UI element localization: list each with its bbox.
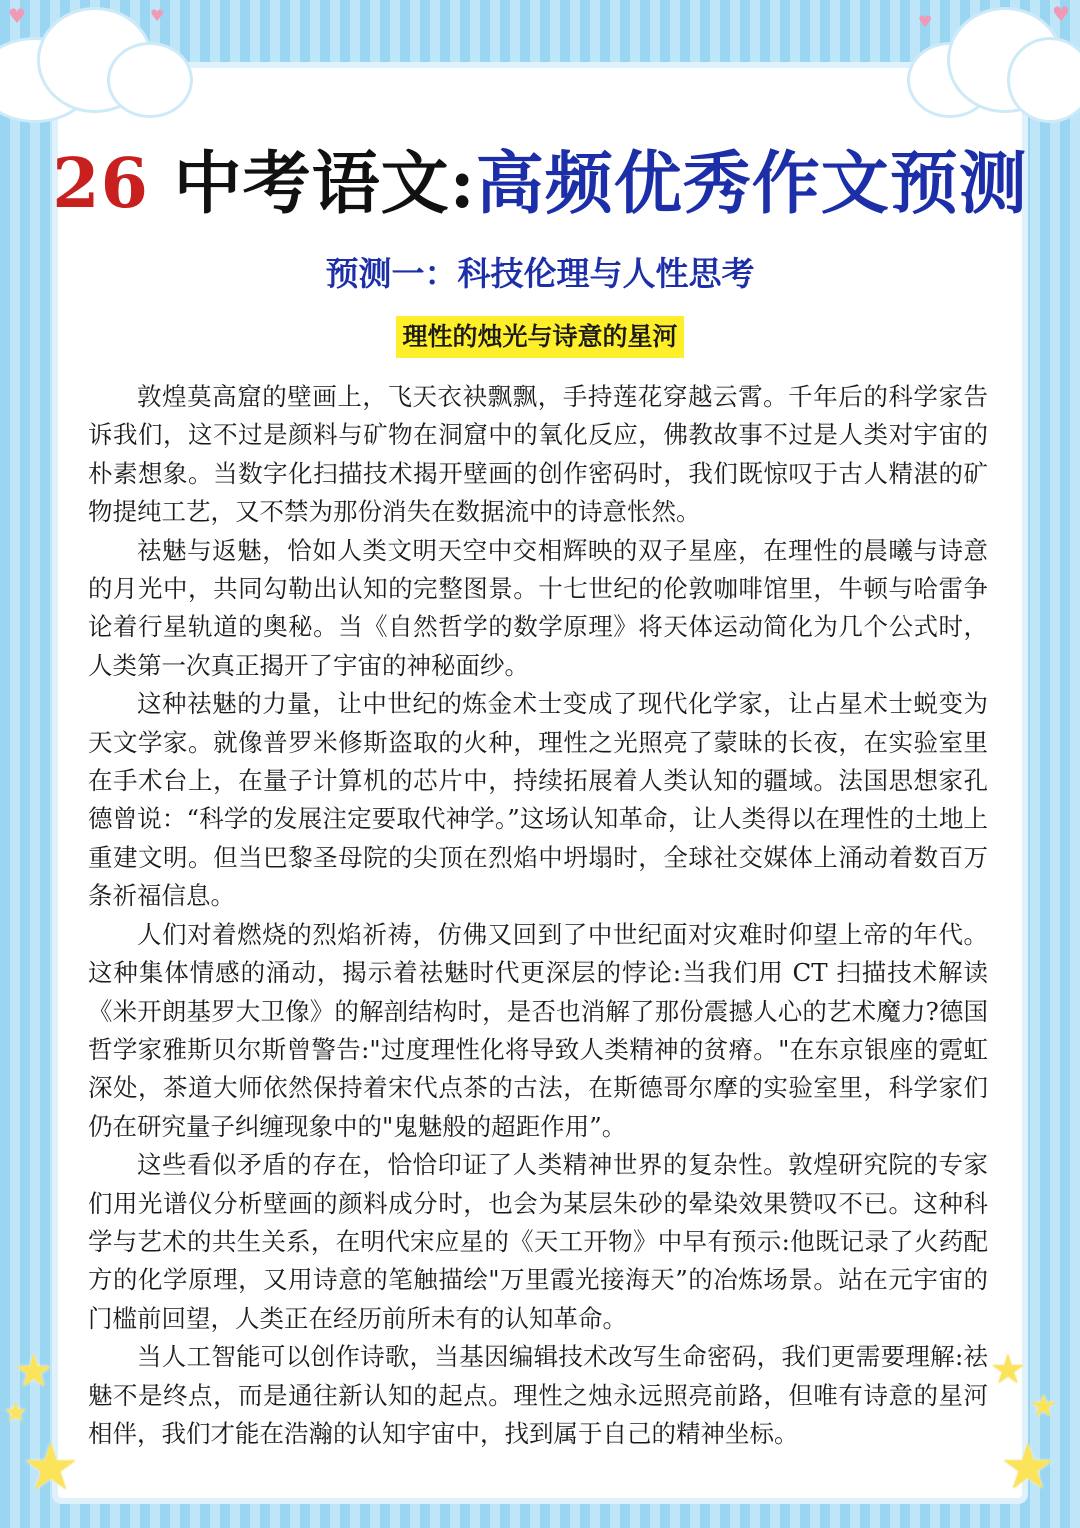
essay-paragraph: 这些看似矛盾的存在，恰恰印证了人类精神世界的复杂性。敦煌研究院的专家们用光谱仪分析壁画的颜料成分时，也会为某层朱砂的晕染效果赞叹不已。这种科学与艺术的共生关系，在明代宋应星的《天工开物》中早有预示:他既记录了火药配方的化学原理，又用诗意的笔触描绘"万里霞光接海天”的冶炼场景。站在元宇宙的门槛前回望，人类正在经历前所未有的认知革命。 <box>88 1150 988 1333</box>
essay-title-row <box>0 316 1080 358</box>
star-icon: ★ <box>990 1347 1026 1393</box>
title-colon: : <box>449 144 476 224</box>
essay-paragraph: 祛魅与返魅，恰如人类文明天空中交相辉映的双子星座，在理性的晨曦与诗意的月光中，共同勾勒出认知的完整图景。十七世纪的伦敦咖啡馆里，牛顿与哈雷争论着行星轨道的奥秘。当《自然哲学的数学原理》将天体运动简化为几个公式时，人类第一次真正揭开了宇宙的神秘面纱。 <box>88 535 988 680</box>
star-icon: ★ <box>1000 1430 1056 1503</box>
page-title <box>0 130 1080 227</box>
heart-icon: ♥ <box>918 12 933 31</box>
heart-icon: ♥ <box>150 6 165 25</box>
section-subtitle: 预测一：科技伦理与人性思考 <box>325 254 755 293</box>
essay-paragraph: 当人工智能可以创作诗歌，当基因编辑技术改写生命密码，我们更需要理解:祛魅不是终点，而是通往新认知的起点。理性之烛永远照亮前路，但唯有诗意的星河相伴，我们才能在浩瀚的认知宇宙中，找到属于自己的精神坐标。 <box>88 1342 988 1448</box>
star-icon: ★ <box>14 1346 54 1397</box>
star-icon: ★ <box>4 1398 28 1428</box>
essay-paragraph: 这种祛魅的力量，让中世纪的炼金术士变成了现代化学家，让占星术士蜕变为天文学家。就像普罗米修斯盗取的火种，理性之光照亮了蒙昧的长夜，在实验室里在手术台上，在量子计算机的芯片中，持续拓展着人类认知的疆域。法国思想家孔德曾说：“科学的发展注定要取代神学。”这场认知革命，让人类得以在理性的土地上重建文明。但当巴黎圣母院的尖顶在烈焰中坍塌时，全球社交媒体上涌动着数百万条祈福信息。 <box>88 689 988 911</box>
heart-icon: ♥ <box>8 4 26 28</box>
heart-icon: ♥ <box>1052 2 1070 26</box>
cloud-decoration-left <box>0 0 200 120</box>
essay-title: 理性的烛光与诗意的星河 <box>396 316 683 358</box>
star-icon: ★ <box>22 1431 80 1505</box>
title-part1: 中考语文 <box>173 144 450 224</box>
essay-paragraph: 敦煌莫高窟的壁画上，飞天衣袂飘飘，手持莲花穿越云霄。千年后的科学家告诉我们，这不过是颜料与矿物在洞窟中的氧化反应，佛教故事不过是人类对宇宙的朴素想象。当数字化扫描技术揭开壁画的创作密码时，我们既惊叹于古人精湛的矿物提纯工艺，又不禁为那份消失在数据流中的诗意怅然。 <box>88 382 988 527</box>
essay-body <box>88 378 988 1453</box>
title-number: 26 <box>52 144 149 224</box>
star-icon: ★ <box>1030 1389 1057 1424</box>
title-part2: 高频优秀作文预测 <box>475 144 1028 224</box>
essay-paragraph: 人们对着燃烧的烈焰祈祷，仿佛又回到了中世纪面对灾难时仰望上帝的年代。这种集体情感的涌动，揭示着祛魅时代更深层的悖论:当我们用 CT 扫描技术解读《米开朗基罗大卫像》的解剖结构时，是否也消解了那份震撼人心的艺术魔力?德国哲学家雅斯贝尔斯曾警告:"过度理性化将导致人类精神的贫瘠。"在东京银座的霓虹深处，茶道大师依然保持着宋代点茶的古法，在斯德哥尔摩的实验室里，科学家们仍在研究量子纠缠现象中的"鬼魅般的超距作用”。 <box>88 919 988 1141</box>
